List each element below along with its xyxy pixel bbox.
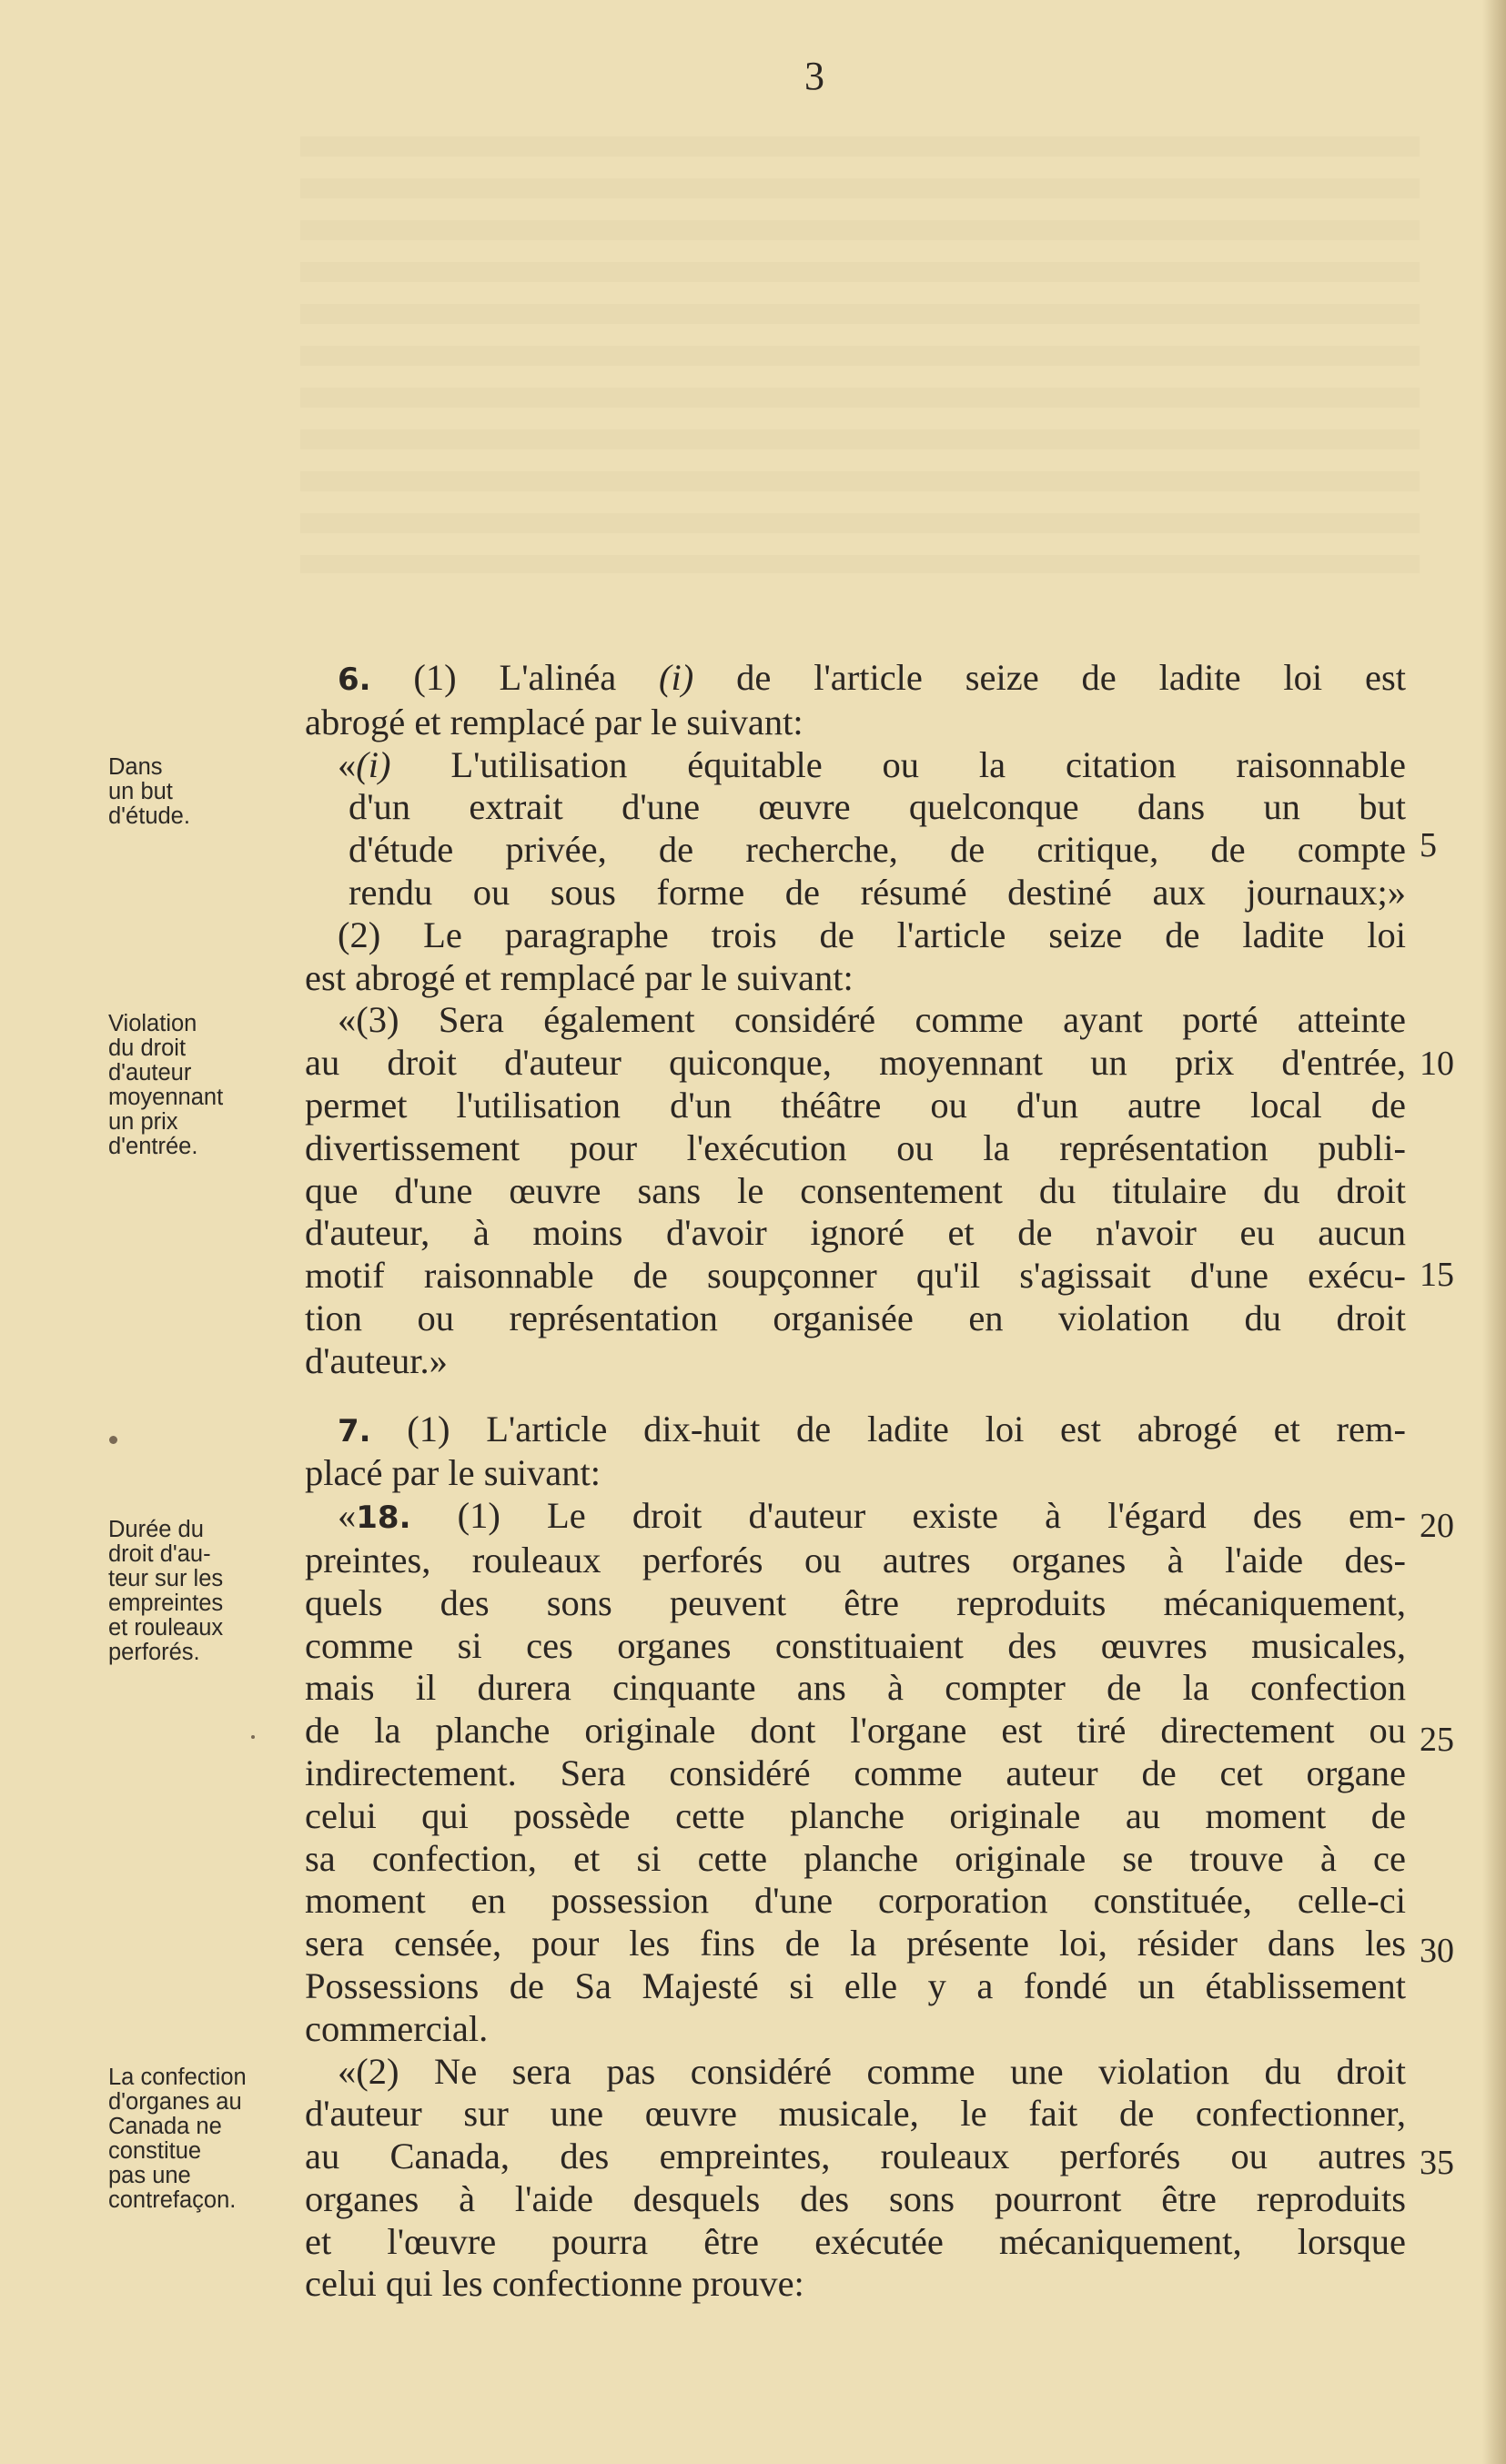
margin-note-line: moyennant: [108, 1085, 224, 1110]
margin-note-line: Durée du: [108, 1517, 204, 1542]
text-line: d'étude privée, de recherche, de critique, de compte: [349, 829, 1406, 871]
margin-note-line: d'entrée.: [108, 1134, 198, 1159]
text-line: celui qui les confectionne prouve:: [305, 2263, 804, 2305]
margin-note-line: La confection: [108, 2065, 247, 2090]
bleed-through-text: [300, 136, 1420, 573]
text-line: indirectement. Sera considéré comme auteur de cet organe: [305, 1752, 1406, 1793]
statute-text: [305, 657, 1406, 2306]
text-line: moment en possession d'une corporation constituée, celle-ci: [305, 1880, 1406, 1922]
text-line: abrogé et remplacé par le suivant:: [305, 701, 804, 742]
ink-speck: [251, 1735, 255, 1739]
text-line: «(i) L'utilisation équitable ou la citation raisonnable: [338, 743, 1406, 785]
line-number: 10: [1420, 1045, 1454, 1083]
margin-note-study: [108, 755, 304, 829]
margin-note-violation: [108, 1012, 304, 1159]
text-line: et l'œuvre pourra être exécutée mécaniquement, lorsque: [305, 2220, 1406, 2262]
margin-note-line: teur sur les: [108, 1566, 224, 1591]
text-line: 7. (1) L'article dix-huit de ladite loi est abrogé et rem-: [338, 1408, 1406, 1449]
page-edge-shadow: [1482, 0, 1506, 2464]
margin-note-line: du droit: [108, 1035, 187, 1061]
text-line: (2) Le paragraphe trois de l'article seize de ladite loi: [338, 914, 1406, 955]
text-line: sera censée, pour les fins de la présente loi, résider dans les: [305, 1923, 1406, 1964]
ink-speck: [109, 1436, 117, 1444]
text-line: que d'une œuvre sans le consentement du titulaire du droit: [305, 1169, 1406, 1211]
margin-note-line: contrefaçon.: [108, 2187, 237, 2213]
text-line: comme si ces organes constituaient des œuvres musicales,: [305, 1624, 1406, 1666]
text-line: «18. (1) Le droit d'auteur existe à l'égard des em-: [338, 1495, 1406, 1537]
section-number: 6.: [338, 661, 371, 698]
text-line: placé par le suivant:: [305, 1452, 601, 1494]
section-number: 7.: [338, 1412, 371, 1449]
text-line: au droit d'auteur quiconque, moyennant un prix d'entrée,: [305, 1042, 1406, 1084]
text-line: de la planche originale dont l'organe est tiré directement ou: [305, 1710, 1406, 1752]
margin-note-line: et rouleaux: [108, 1615, 224, 1641]
text-line: mais il durera cinquante ans à compter de la confection: [305, 1667, 1406, 1709]
text-line: organes à l'aide desquels des sons pourront être reproduits: [305, 2177, 1406, 2219]
text-line: est abrogé et remplacé par le suivant:: [305, 956, 854, 998]
text-line: permet l'utilisation d'un théâtre ou d'un autre local de: [305, 1084, 1406, 1126]
text-line: celui qui possède cette planche originale au moment de: [305, 1794, 1406, 1836]
margin-note-line: droit d'au-: [108, 1541, 211, 1567]
line-number: 25: [1420, 1721, 1454, 1759]
margin-note-line: Violation: [108, 1011, 197, 1036]
line-number: 30: [1420, 1932, 1454, 1970]
margin-note-line: pas une: [108, 2163, 191, 2188]
margin-note-line: un but: [108, 779, 173, 804]
margin-note-line: un prix: [108, 1109, 178, 1135]
text-line: d'un extrait d'une œuvre quelconque dans un but: [349, 786, 1406, 828]
margin-note-line: Canada ne: [108, 2114, 222, 2139]
text-line: 6. (1) L'alinéa (i) de l'article seize de ladite loi est: [338, 657, 1406, 698]
line-number: 15: [1420, 1256, 1454, 1294]
page-number: 3: [804, 54, 824, 98]
margin-note-line: perforés.: [108, 1640, 200, 1665]
text-line: «(2) Ne sera pas considéré comme une violation du droit: [338, 2050, 1406, 2092]
text-line: d'auteur sur une œuvre musicale, le fait de confectionner,: [305, 2093, 1406, 2135]
margin-note-confection: [108, 2065, 304, 2213]
section-number: 18.: [356, 1500, 411, 1537]
line-number: 5: [1420, 826, 1437, 864]
margin-note-line: Dans: [108, 754, 163, 780]
text-line: preintes, rouleaux perforés ou autres organes à l'aide des-: [305, 1539, 1406, 1580]
margin-note-line: d'étude.: [108, 803, 190, 829]
margin-note-line: d'auteur: [108, 1060, 192, 1086]
text-line: rendu ou sous forme de résumé destiné aux journaux;»: [349, 871, 1406, 913]
margin-note-duration: [108, 1518, 304, 1665]
margin-note-line: constitue: [108, 2138, 202, 2164]
margin-note-line: empreintes: [108, 1590, 224, 1616]
text-line: quels des sons peuvent être reproduits mécaniquement,: [305, 1581, 1406, 1623]
text-line: «(3) Sera également considéré comme ayant porté atteinte: [338, 999, 1406, 1041]
text-line: sa confection, et si cette planche originale se trouve à ce: [305, 1837, 1406, 1879]
text-line: motif raisonnable de soupçonner qu'il s'agissait d'une exécu-: [305, 1255, 1406, 1297]
text-line: d'auteur, à moins d'avoir ignoré et de n'avoir eu aucun: [305, 1212, 1406, 1254]
text-line: divertissement pour l'exécution ou la représentation publi-: [305, 1126, 1406, 1168]
text-line: d'auteur.»: [305, 1339, 448, 1381]
line-number: 35: [1420, 2144, 1454, 2182]
line-number: 20: [1420, 1507, 1454, 1545]
text-line: tion ou représentation organisée en violation du droit: [305, 1297, 1406, 1338]
text-line: au Canada, des empreintes, rouleaux perforés ou autres: [305, 2136, 1406, 2177]
text-line: commercial.: [305, 2007, 489, 2049]
margin-note-line: d'organes au: [108, 2089, 242, 2115]
text-line: Possessions de Sa Majesté si elle y a fondé un établissement: [305, 1964, 1406, 2006]
